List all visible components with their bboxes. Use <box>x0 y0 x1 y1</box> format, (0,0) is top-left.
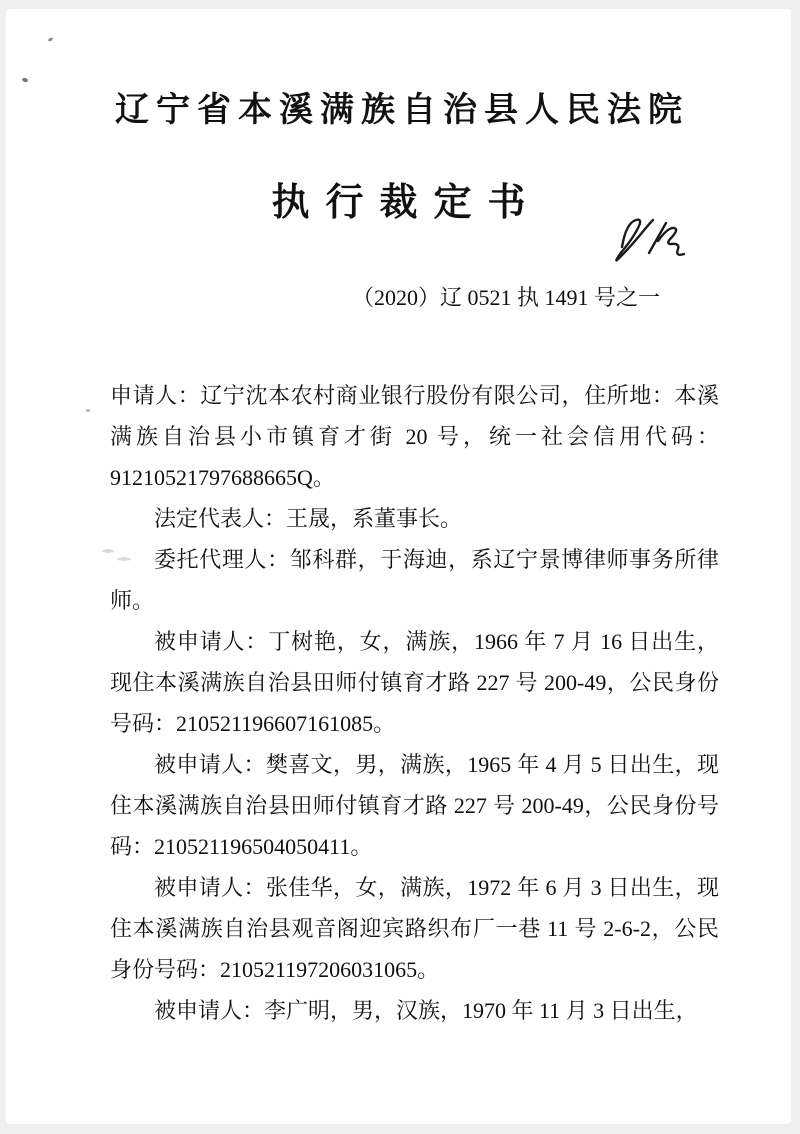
document-title: 执行裁定书 <box>271 182 542 224</box>
paragraph-applicant: 申请人：辽宁沈本农村商业银行股份有限公司，住所地：本溪满族自治县小市镇育才街 20 号，统一社会信用代码：91210521797688665Q。 <box>110 383 719 490</box>
case-number: （2020）辽 0521 执 1491 号之一 <box>351 285 660 310</box>
paragraph-respondent-2: 被申请人：樊喜文，男，满族，1965 年 4 月 5 日出生，现住本溪满族自治县田师付镇育才路 227 号 200-49，公民身份号码：210521196504050411。 <box>110 752 719 859</box>
scan-smudge <box>102 547 136 563</box>
paragraph-respondent-4: 被申请人：李广明，男，汉族，1970 年 11 月 3 日出生， <box>154 998 698 1023</box>
paragraph-respondent-3: 被申请人：张佳华，女，满族，1972 年 6 月 3 日出生，现住本溪满族自治县观音阁迎宾路织布厂一巷 11 号 2-6-2，公民身份号码：210521197206031065。 <box>110 875 719 982</box>
scan-speck <box>21 77 28 83</box>
scan-speck <box>86 409 90 412</box>
paragraph-entrusted-agents: 委托代理人：邹科群，于海迪，系辽宁景博律师事务所律师。 <box>110 547 719 613</box>
scanned-document-page <box>6 9 791 1124</box>
paragraph-legal-representative: 法定代表人：王晟，系董事长。 <box>154 506 463 531</box>
scan-speck <box>48 37 54 42</box>
handwritten-signature-mark <box>612 209 696 271</box>
court-name-heading: 辽宁省本溪满族自治县人民法院 <box>115 92 689 129</box>
paragraph-respondent-1: 被申请人：丁树艳，女，满族，1966 年 7 月 16 日出生，现住本溪满族自治县田师付镇育才路 227 号 200-49，公民身份号码：210521196607161085。 <box>110 629 719 736</box>
document-body <box>6 375 791 1031</box>
